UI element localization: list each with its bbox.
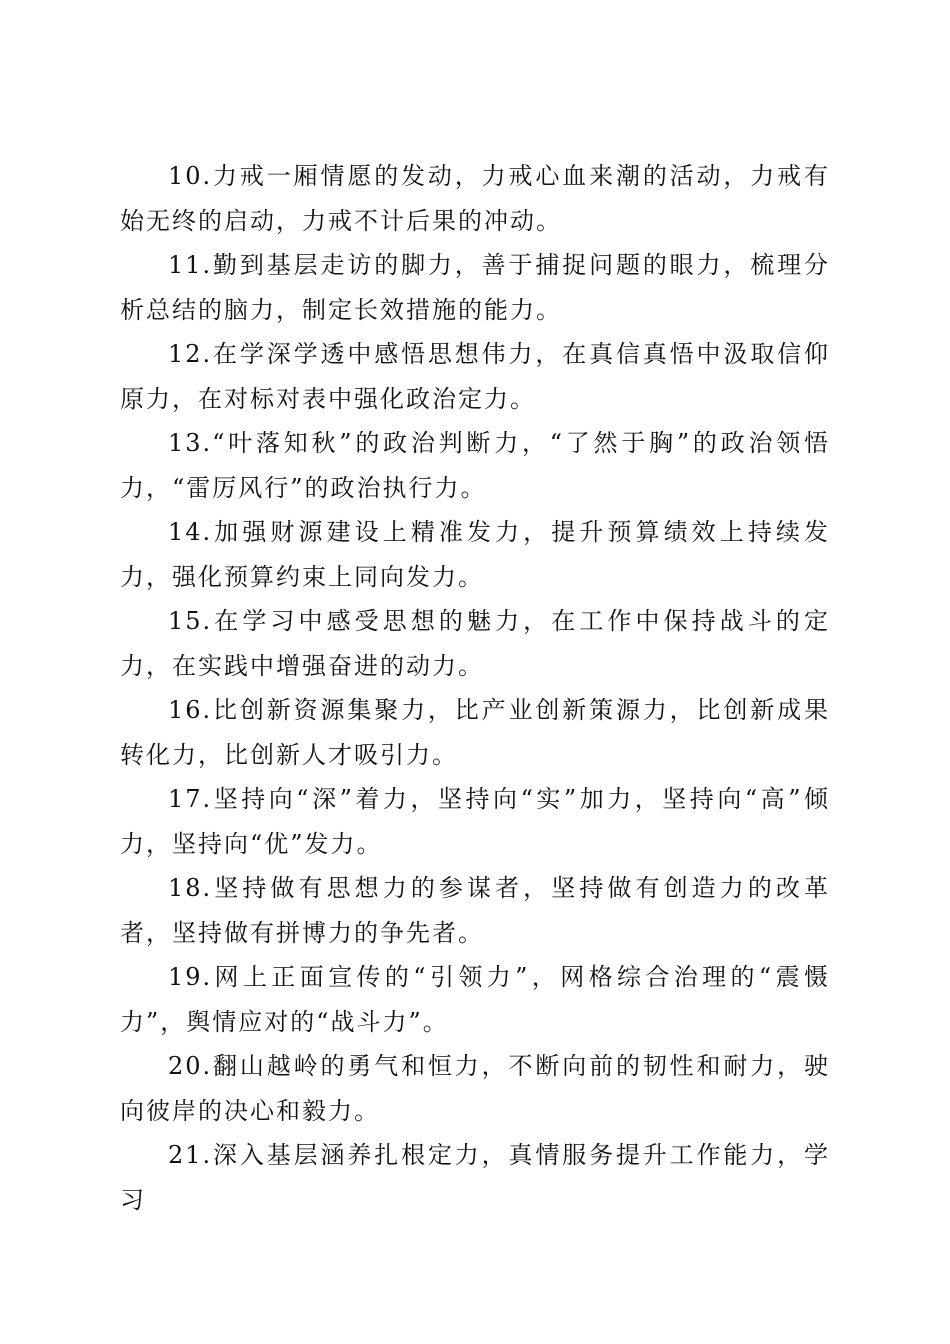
paragraph-13: 13.“叶落知秋”的政治判断力，“了然于胸”的政治领悟力，“雷厉风行”的政治执行力。 [120,429,830,502]
paragraph-10: 10.力戒一厢情愿的发动，力戒心血来潮的活动，力戒有始无终的启动，力戒不计后果的冲动。 [120,162,830,235]
paragraph-11: 11.勤到基层走访的脚力，善于捕捉问题的眼力，梳理分析总结的脑力，制定长效措施的能力。 [120,251,830,324]
paragraph-14: 14.加强财源建设上精准发力，提升预算绩效上持续发力，强化预算约束上同向发力。 [120,518,830,591]
paragraph-12: 12.在学深学透中感悟思想伟力，在真信真悟中汲取信仰原力，在对标对表中强化政治定力。 [120,340,830,413]
paragraph-16: 16.比创新资源集聚力，比产业创新策源力，比创新成果转化力，比创新人才吸引力。 [120,696,830,769]
paragraph-17: 17.坚持向“深”着力，坚持向“实”加力，坚持向“高”倾力，坚持向“优”发力。 [120,785,830,858]
paragraph-20: 20.翻山越岭的勇气和恒力，不断向前的韧性和耐力，驶向彼岸的决心和毅力。 [120,1052,830,1125]
paragraph-19: 19.网上正面宣传的“引领力”，网格综合治理的“震慑力”，舆情应对的“战斗力”。 [120,963,830,1036]
paragraph-15: 15.在学习中感受思想的魅力，在工作中保持战斗的定力，在实践中增强奋进的动力。 [120,607,830,680]
document-body [120,154,830,1222]
paragraph-21: 21.深入基层涵养扎根定力，真情服务提升工作能力，学习 [120,1141,830,1214]
paragraph-18: 18.坚持做有思想力的参谋者，坚持做有创造力的改革者，坚持做有拼博力的争先者。 [120,874,830,947]
